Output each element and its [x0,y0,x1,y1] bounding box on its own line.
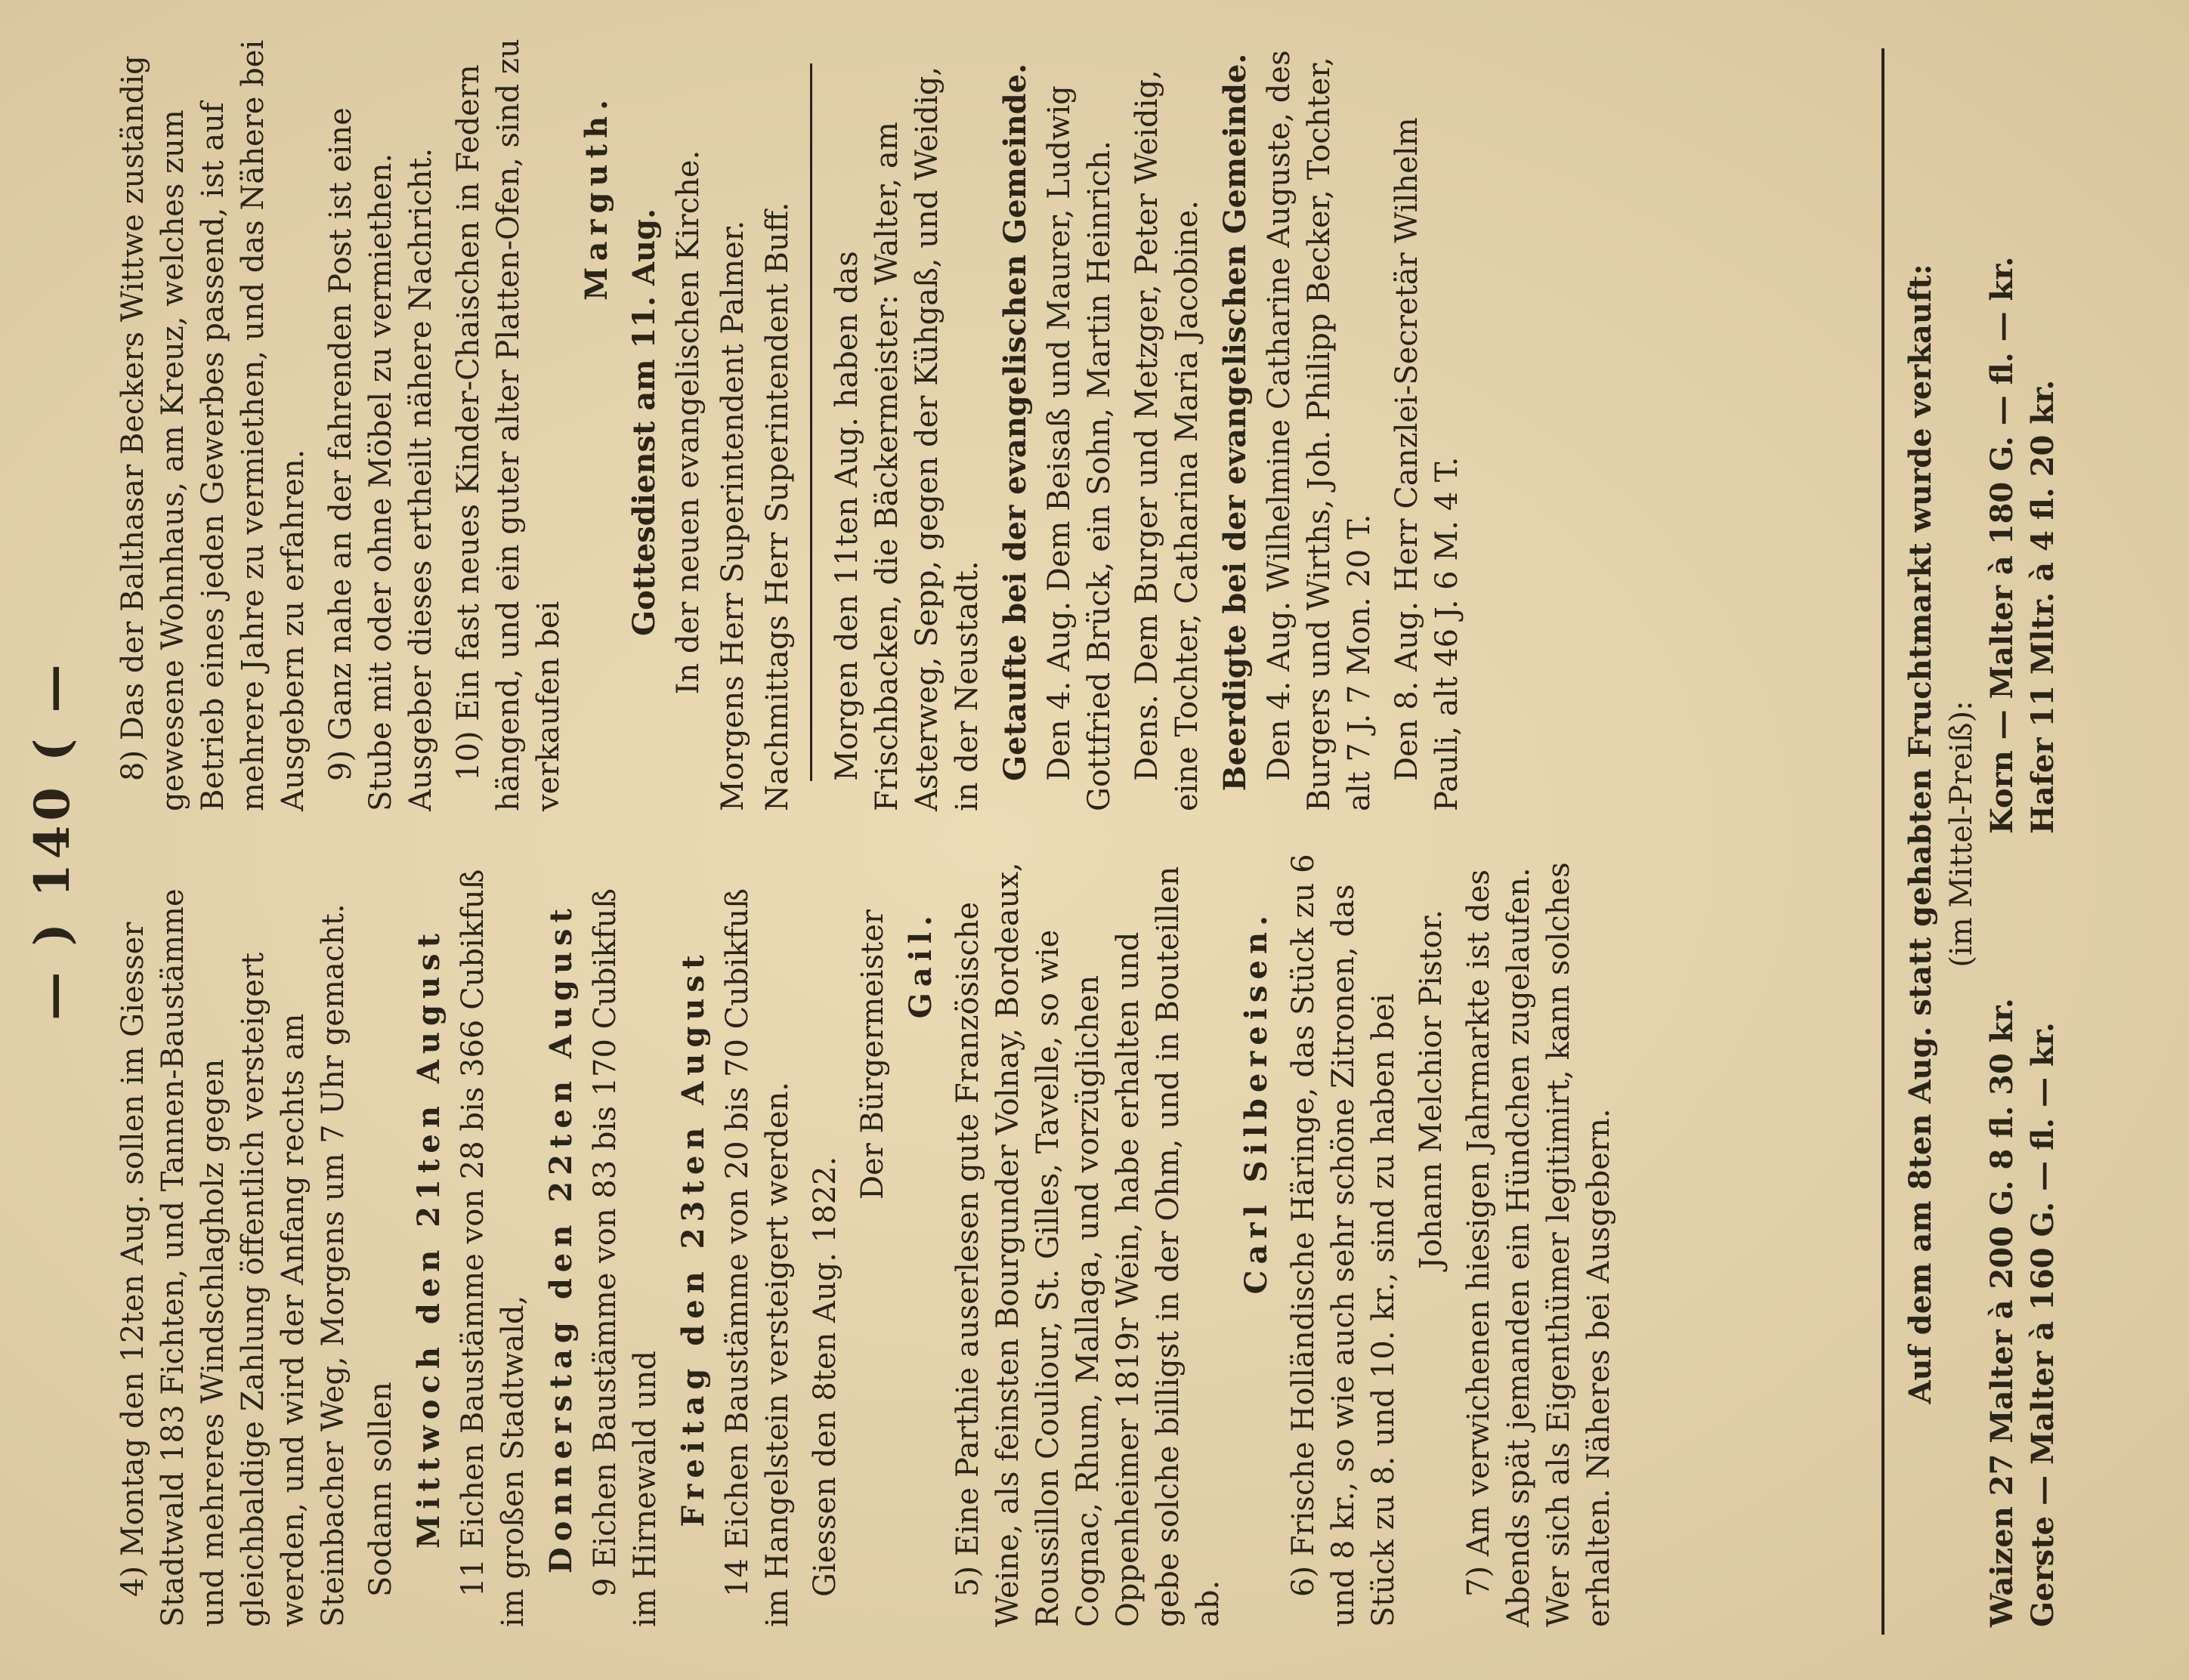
notice-9-room: 9) Ganz nahe an der fahrenden Post ist eine Stube mit oder ohne Möbel zu vermiethen. Ausgeber dieses ertheilt nähere Nachricht. [323,107,438,811]
bakers-notice: Morgen den 11ten Aug. haben das Frischbacken, die Bäckermeister: Walter, am Asterweg, Sepp, gegen der Kühgaß, und Weidig, in der Neustadt. [830,66,985,811]
auction-date: Giessen den 8ten Aug. 1822. [808,1156,843,1597]
auction-wednesday-text: 11 Eichen Baustämme von 28 bis 366 Cubikfuß im großen Stadtwald, [456,869,530,1627]
baptized-title: Getaufte bei der evangelischen Gemeinde. [997,63,1033,782]
notice-4-timber-auction: 4) Montag den 12ten Aug. sollen im Giesser Stadtwald 183 Fichten, und Tannen-Baustämme und mehreres Windschlagholz gegen gleichbaldige Zahlung öffentlich versteigert werden, und wird der Anfang rechts am Steinbacher Weg, Morgens um 7 Uhr gemacht. [116,888,351,1627]
notice-4-sodann: Sodann sollen [363,1382,398,1597]
service-subtitle: In der neuen evangelischen Kirche. [671,150,706,695]
mayor-office: Der Bürgermeister [855,909,890,1200]
auction-wednesday-heading: Mittwoch den 21ten August [411,927,447,1549]
grain-market-report [1900,41,2064,1627]
buried-entry-2: Den 8. Aug. Herr Canzlei-Secretär Wilhelm Pauli, alt 46 J. 6 M. 4 T. [1390,117,1464,811]
market-row [2023,41,2064,1627]
market-wheat: Waizen 27 Malter à 200 G. 8 fl. 30 kr. [1984,998,2020,1627]
buried-entry-1: Den 4. Aug. Wilhelmine Catharine Auguste, des Burgers und Wirths, Joh. Philipp Becker, Tochter, alt 7 J. 7 Mon. 20 T. [1262,50,1377,811]
market-barley: Gerste — Malter à 160 G. — fl. — kr. [2025,1022,2061,1627]
buried-title: Beerdigte bei der evangelischen Gemeinde. [1217,53,1253,792]
notice-5-wines: 5) Eine Parthie auserlesen gute Französische Weine, als feinsten Bourgunder Volnay, Bordeaux, Roussillon Couliour, St. Gilles, Tavelle, so wie Cognac, Rhum, Mallaga, und vorzüglichen Oppenheimer 1819r Wein, habe erhalten und gebe solche billigst in der Ohm, und in Bouteillen ab. [951,862,1226,1627]
market-divider [1881,48,1884,1635]
auction-friday-heading: Freitag den 23ten August [676,949,711,1527]
baptized-entry-1: Den 4. Aug. Dem Beisaß und Maurer, Ludwig Gottfried Brück, ein Sohn, Martin Heinrich. [1042,85,1117,811]
right-column [113,33,1475,811]
baptized-entry-2: Dens. Dem Burger und Metzger, Peter Weidig, eine Tochter, Catharina Maria Jacobine. [1130,69,1204,811]
notice-7-lost-dog: 7) Am verwichenen hiesigen Jahrmarkte ist des Abends spät jemanden ein Hündchen zugelaufen. Wer sich als Eigenthümer legitimirt, kann solches erhalten. Näheres bei Ausgebern. [1461,862,1616,1627]
page-number-header: — ) 140 ( — [24,659,81,1021]
auction-thursday-heading: Donnerstag den 22ten August [543,902,579,1574]
market-rye: Korn — Malter à 180 G. — fl. — kr. [1984,256,2020,834]
mayor-name: Gail. [903,909,938,1019]
notice-5-signature: Carl Silbereisen. [1238,909,1274,1295]
section-divider [810,63,812,781]
notice-10-signature: Marguth. [579,94,614,301]
market-row [1982,41,2023,1627]
market-oats: Hafer 11 Mltr. à 4 fl. 20 kr. [2025,379,2061,834]
service-afternoon: Nachmittags Herr Superintendent Buff. [760,202,795,811]
auction-friday-text: 14 Eichen Baustämme von 20 bis 70 Cubikfuß im Hangelstein versteigert werden. [720,888,795,1627]
notice-6-herrings: 6) Frische Holländische Häringe, das Stück zu 6 und 8 kr., so wie auch sehr schöne Zitronen, das Stück zu 8. und 10. kr., sind zu haben bei [1286,854,1401,1627]
left-column [113,849,1627,1627]
auction-thursday-text: 9 Eichen Baustämme von 83 bis 170 Cubikfuß im Hirnewald und [588,888,663,1627]
market-subheading: (im Mittel-Preiß): [1944,700,1979,968]
notice-8-house: 8) Das der Balthasar Beckers Wittwe zuständig gewesene Wohnhaus, am Kreuz, welches zum Betrieb eines jeden Gewerbes passend, ist auf mehrere Jahre zu vermiethen, und das Nähere bei Ausgebern zu erfahren. [116,39,311,811]
notice-10-carriage: 10) Ein fast neues Kinder-Chaischen in Federn hängend, und ein guter alter Platten-Ofen, sind zu verkaufen bei [451,39,566,811]
service-morning: Morgens Herr Superintendent Palmer. [716,220,750,811]
notice-6-signature: Johann Melchior Pistor. [1414,909,1449,1270]
service-title: Gottesdienst am 11. Aug. [626,208,662,637]
market-heading: Auf dem am 8ten Aug. statt gehabten Fruchtmarkt wurde verkauft: [1903,264,1938,1404]
